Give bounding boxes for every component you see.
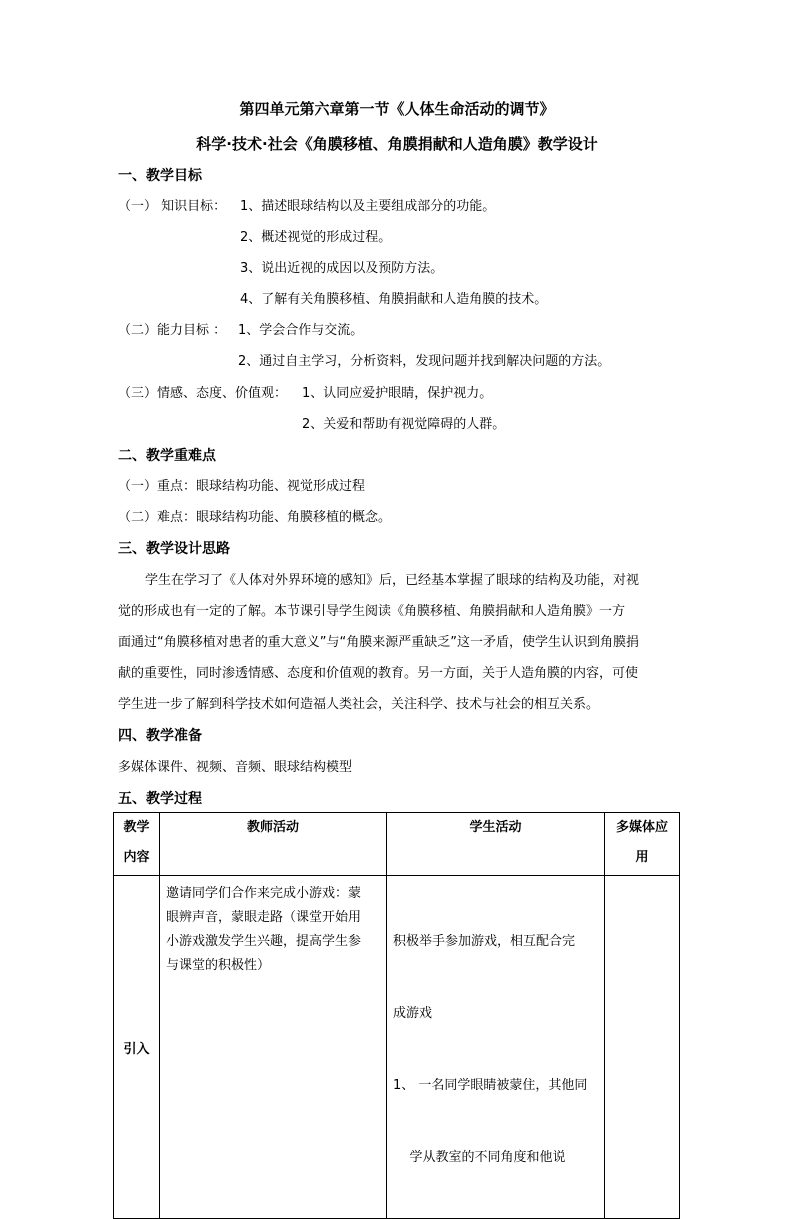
document-title-line2: 科学·技术·社会《角膜移植、角膜捐献和人造角膜》教学设计: [196, 135, 598, 153]
emotion-goal-item: 1、认同应爱护眼睛，保护视力。: [302, 386, 493, 401]
teaching-process-table: [113, 812, 680, 1219]
design-paragraph-line: 学生进一步了解到科学技术如何造福人类社会，关注科学、技术与社会的相互关系。: [118, 697, 600, 712]
header-media: 多媒体应 用: [605, 813, 680, 876]
section4-heading: 四、教学准备: [118, 728, 202, 744]
knowledge-goal-label: （一） 知识目标：: [118, 199, 227, 214]
emotion-goal-item: 2、关爱和帮助有视觉障碍的人群。: [302, 417, 506, 432]
difficult-point: （二）难点：眼球结构功能、角膜移植的概念。: [118, 510, 392, 525]
row-teacher-activity: 邀请同学们合作来完成小游戏：蒙 眼辨声音，蒙眼走路（课堂开始用 小游戏激发学生兴趣，提高学生参 与课堂的积极性）: [160, 876, 387, 1219]
header-teacher-activity: 教师活动: [160, 813, 387, 876]
document-title-line1: 第四单元第六章第一节《人体生命活动的调节》: [239, 100, 555, 118]
knowledge-goal-item: 1、描述眼球结构以及主要组成部分的功能。: [240, 199, 496, 214]
ability-goal-label: （二）能力目标 ：: [118, 323, 227, 338]
header-content: 教学 内容: [114, 813, 160, 876]
preparation-text: 多媒体课件、视频、音频、眼球结构模型: [118, 760, 353, 775]
row-content: 引入: [114, 876, 160, 1219]
section1-heading: 一、教学目标: [118, 168, 202, 184]
section2-heading: 二、教学重难点: [118, 448, 216, 464]
section5-heading: 五、教学过程: [118, 791, 202, 807]
header-student-activity: 学生活动: [387, 813, 605, 876]
knowledge-goal-item: 4、了解有关角膜移植、角膜捐献和人造角膜的技术。: [240, 292, 548, 307]
ability-goal-item: 1、学会合作与交流。: [238, 323, 364, 338]
design-paragraph-line: 学生在学习了《人体对外界环境的感知》后，已经基本掌握了眼球的结构及功能，对视: [145, 573, 640, 588]
row-media: [605, 876, 680, 1219]
table-row: [114, 876, 680, 1219]
design-paragraph-line: 觉的形成也有一定的了解。本节课引导学生阅读《角膜移植、角膜捐献和人造角膜》一方: [118, 604, 626, 619]
design-paragraph-line: 面通过“角膜移植对患者的重大意义”与“角膜来源严重缺乏”这一矛盾，使学生认识到角膜捐: [118, 635, 639, 650]
emotion-goal-label: （三）情感、态度、价值观：: [118, 386, 288, 401]
row-student-activity: 积极举手参加游戏，相互配合完 成游戏 1、 一名同学眼睛被蒙住，其他同 学从教室的不同角度和他说: [387, 876, 605, 1219]
section3-heading: 三、教学设计思路: [118, 541, 230, 557]
design-paragraph-line: 献的重要性，同时渗透情感、态度和价值观的教育。另一方面，关于人造角膜的内容，可使: [118, 666, 639, 681]
key-point: （一）重点：眼球结构功能、视觉形成过程: [118, 479, 366, 494]
knowledge-goal-item: 2、概述视觉的形成过程。: [240, 230, 392, 245]
table-header-row: [114, 813, 680, 876]
ability-goal-item: 2、通过自主学习，分析资料，发现问题并找到解决问题的方法。: [238, 354, 611, 369]
knowledge-goal-item: 3、说出近视的成因以及预防方法。: [240, 261, 444, 276]
